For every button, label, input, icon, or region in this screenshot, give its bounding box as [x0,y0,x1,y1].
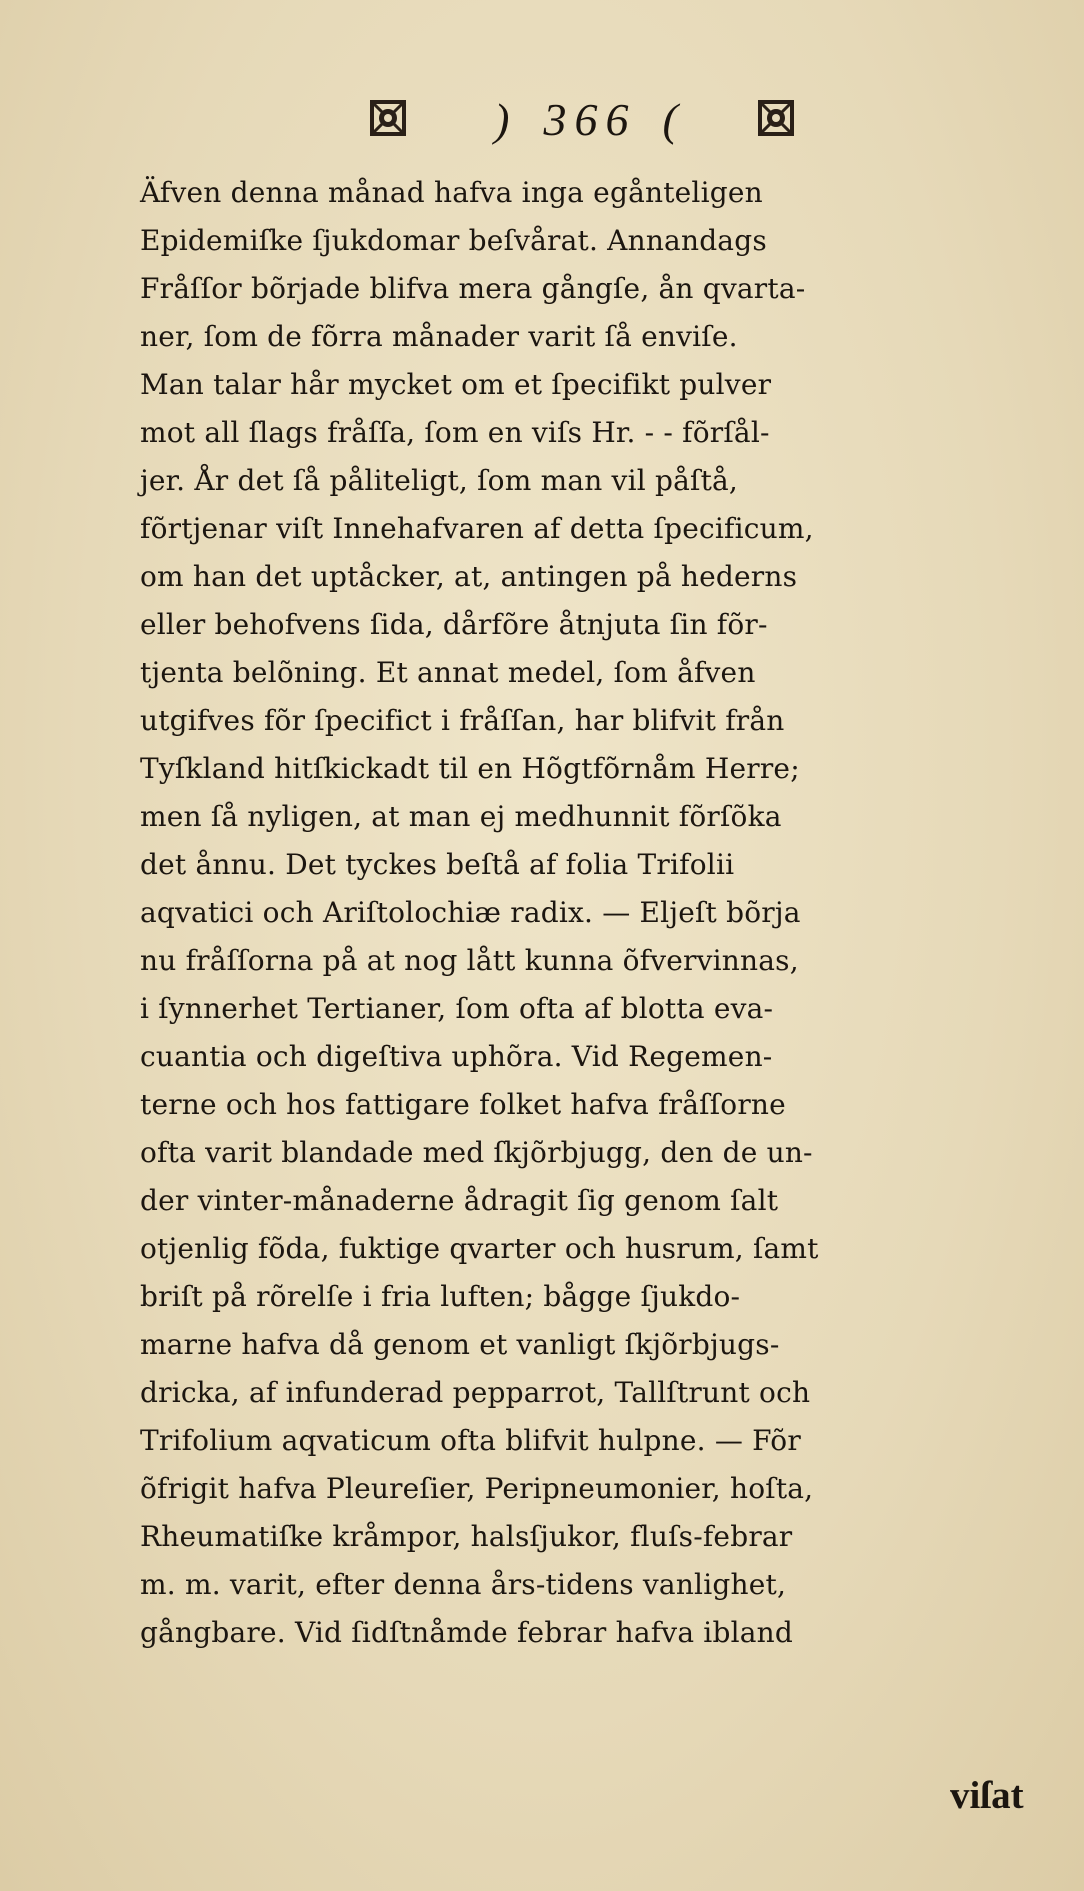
text-line: der vinter-månaderne ådragit ſig genom ſalt [140,1184,779,1217]
text-line: utgifves fõr ſpecifict i fråſſan, har blifvit från [140,704,785,737]
text-line: mot all ſlags fråſſa, ſom en viſs Hr. - - fõrſål- [140,416,770,449]
text-line: ofta varit blandade med ſkjõrbjugg, den de un- [140,1136,813,1169]
page-header [0,92,1084,152]
text-line: otjenlig fõda, fuktige qvarter och husrum, ſamt [140,1232,819,1265]
text-line: fõrtjenar viſt Innehafvaren af detta ſpecificum, [140,512,814,545]
text-line: Tyſkland hitſkickadt til en Hõgtfõrnåm Herre; [140,752,800,785]
text-line: Man talar hår mycket om et ſpecifikt pulver [140,368,772,401]
text-line: marne hafva då genom et vanligt ſkjõrbjugs- [140,1328,780,1361]
right-paren: ( [662,94,686,145]
page-number: 366 [543,94,637,145]
text-line: jer. År det ſå påliteligt, ſom man vil påſtå, [140,464,739,497]
text-line: Trifolium aqvaticum ofta blifvit hulpne. — Fõr [140,1424,801,1457]
text-line: i ſynnerhet Tertianer, ſom ofta af blotta eva- [140,992,774,1025]
text-line: tjenta belõning. Et annat medel, ſom åfven [140,656,756,689]
text-line: eller behofvens ſida, dårfõre åtnjuta ſin fõr- [140,608,768,641]
text-line: om han det uptåcker, at, antingen på hederns [140,560,798,593]
catchword: viſat [950,1774,1024,1817]
left-paren: ) [494,94,518,145]
text-line: det ånnu. Det tyckes beſtå af folia Trifolii [140,848,735,881]
text-line: gångbare. Vid ſidſtnåmde febrar hafva ibland [140,1616,793,1649]
text-line: ner, ſom de fõrra månader varit ſå enviſe. [140,320,738,353]
text-line: aqvatici och Ariſtolochiæ radix. — Eljeſt bõrja [140,896,801,929]
decorative-ornament-icon [756,98,796,138]
running-head [440,92,740,148]
body-text [140,169,1060,1657]
text-line: dricka, af infunderad pepparrot, Tallſtrunt och [140,1376,811,1409]
text-line: Epidemiſke ſjukdomar beſvårat. Annandags [140,224,767,257]
text-line: m. m. varit, efter denna års-tidens vanlighet, [140,1568,787,1601]
text-line: terne och hos fattigare folket hafva fråſſorne [140,1088,786,1121]
text-line: Fråſſor bõrjade blifva mera gångſe, ån qvarta- [140,272,806,305]
text-line: briſt på rõrelſe i fria luften; bågge ſjukdo- [140,1280,741,1313]
text-line: cuantia och digeſtiva uphõra. Vid Regemen- [140,1040,773,1073]
text-line: men ſå nyligen, at man ej medhunnit fõrſõka [140,800,782,833]
text-line: nu fråſſorna på at nog lått kunna õfvervinnas, [140,944,799,977]
text-line: Rheumatiſke kråmpor, halsſjukor, fluſs-febrar [140,1520,793,1553]
text-line: Äfven denna månad hafva inga egånteligen [140,176,763,209]
text-line: õfrigit hafva Pleureſier, Peripneumonier, hoſta, [140,1472,814,1505]
decorative-ornament-icon [368,98,408,138]
